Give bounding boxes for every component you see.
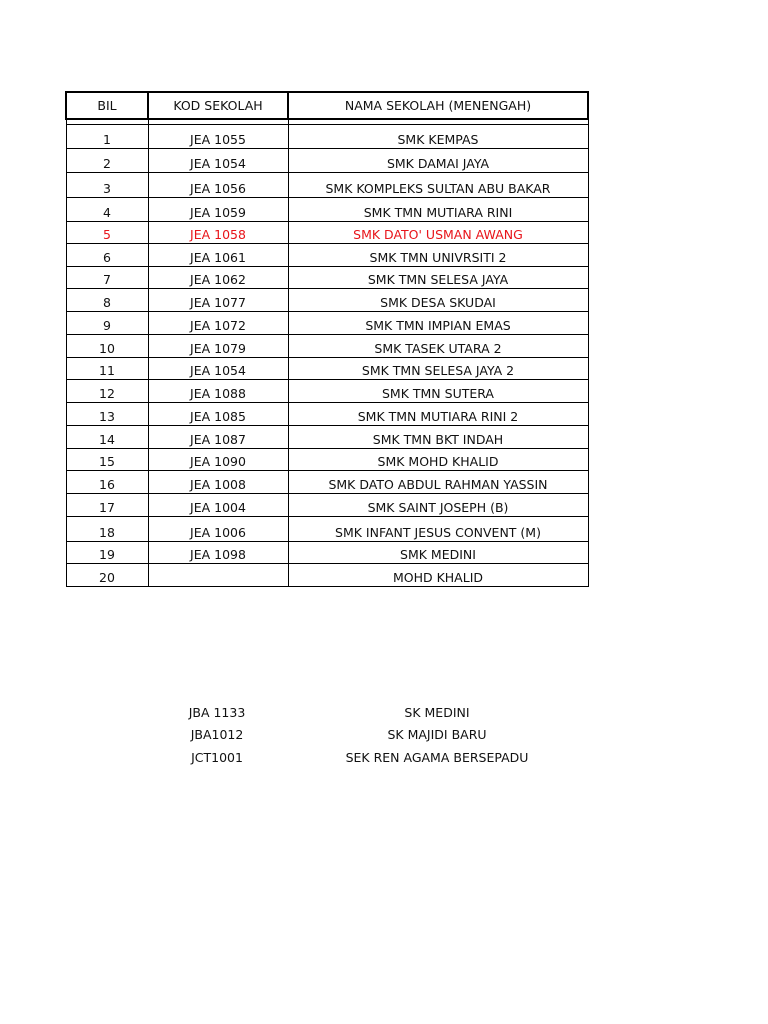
cell-bil: 11 (66, 358, 148, 380)
table-row (66, 471, 588, 494)
cell-nama-sekolah: SMK TMN SELESA JAYA 2 (288, 358, 588, 380)
table-row (66, 267, 588, 289)
table-row (66, 517, 588, 542)
cell-nama-sekolah: SMK TMN IMPIAN EMAS (288, 312, 588, 335)
extra-kod-sekolah: JBA1012 (190, 727, 244, 743)
cell-bil: 9 (66, 312, 148, 335)
cell-bil: 10 (66, 335, 148, 358)
table-row (66, 449, 588, 471)
cell-kod-sekolah: JEA 1008 (148, 471, 288, 494)
cell-nama-sekolah: SMK KEMPAS (288, 125, 588, 149)
cell-bil: 16 (66, 471, 148, 494)
extra-nama-sekolah: SEK REN AGAMA BERSEPADU (345, 749, 529, 765)
cell-kod-sekolah: JEA 1085 (148, 403, 288, 426)
cell-bil: 12 (66, 380, 148, 403)
cell-bil: 1 (66, 125, 148, 149)
cell-bil: 15 (66, 449, 148, 471)
cell-bil: 20 (66, 564, 148, 587)
cell-nama-sekolah: SMK TASEK UTARA 2 (288, 335, 588, 358)
header-nama-sekolah: NAMA SEKOLAH (MENENGAH) (288, 92, 588, 119)
table-row (66, 173, 588, 198)
table-row (66, 149, 588, 173)
table-row (66, 244, 588, 267)
table-body (66, 119, 588, 587)
cell-kod-sekolah: JEA 1090 (148, 449, 288, 471)
cell-kod-sekolah: JEA 1054 (148, 358, 288, 380)
cell-nama-sekolah: SMK TMN SELESA JAYA (288, 267, 588, 289)
cell-kod-sekolah: JEA 1055 (148, 125, 288, 149)
table-row (66, 222, 588, 244)
cell-bil: 8 (66, 289, 148, 312)
table-row (66, 335, 588, 358)
cell-kod-sekolah: JEA 1006 (148, 517, 288, 542)
extra-school-list (147, 701, 587, 769)
cell-bil: 5 (66, 222, 148, 244)
extra-kod-sekolah: JBA 1133 (188, 704, 246, 720)
header-bil: BIL (66, 92, 148, 119)
cell-nama-sekolah: SMK DAMAI JAYA (288, 149, 588, 173)
cell-kod-sekolah: JEA 1058 (148, 222, 288, 244)
school-table (65, 91, 589, 587)
cell-bil: 6 (66, 244, 148, 267)
cell-kod-sekolah: JEA 1062 (148, 267, 288, 289)
table-row (66, 289, 588, 312)
cell-nama-sekolah: MOHD KHALID (288, 564, 588, 587)
cell-nama-sekolah: SMK TMN SUTERA (288, 380, 588, 403)
cell-kod-sekolah: JEA 1087 (148, 426, 288, 449)
cell-bil: 2 (66, 149, 148, 173)
cell-kod-sekolah: JEA 1098 (148, 542, 288, 564)
extra-nama-sekolah: SK MAJIDI BARU (387, 727, 487, 743)
cell-nama-sekolah: SMK TMN MUTIARA RINI (288, 198, 588, 222)
list-item (147, 701, 587, 724)
table-header-row (66, 92, 588, 119)
list-item (147, 724, 587, 747)
cell-bil: 14 (66, 426, 148, 449)
table-row (66, 403, 588, 426)
cell-kod-sekolah: JEA 1077 (148, 289, 288, 312)
extra-kod-sekolah: JCT1001 (191, 749, 243, 765)
table-row (66, 426, 588, 449)
cell-nama-sekolah: SMK KOMPLEKS SULTAN ABU BAKAR (288, 173, 588, 198)
table-row (66, 198, 588, 222)
table-row (66, 125, 588, 149)
cell-kod-sekolah: JEA 1088 (148, 380, 288, 403)
table-row (66, 312, 588, 335)
header-kod-sekolah: KOD SEKOLAH (148, 92, 288, 119)
cell-nama-sekolah: SMK INFANT JESUS CONVENT (M) (288, 517, 588, 542)
cell-kod-sekolah: JEA 1056 (148, 173, 288, 198)
table-row (66, 542, 588, 564)
cell-bil: 18 (66, 517, 148, 542)
cell-nama-sekolah: SMK TMN BKT INDAH (288, 426, 588, 449)
cell-kod-sekolah: JEA 1004 (148, 494, 288, 517)
cell-nama-sekolah: SMK DATO' USMAN AWANG (288, 222, 588, 244)
cell-nama-sekolah: SMK TMN MUTIARA RINI 2 (288, 403, 588, 426)
cell-nama-sekolah: SMK DESA SKUDAI (288, 289, 588, 312)
cell-nama-sekolah: SMK MOHD KHALID (288, 449, 588, 471)
cell-kod-sekolah (148, 564, 288, 587)
table-row (66, 494, 588, 517)
cell-nama-sekolah: SMK TMN UNIVRSITI 2 (288, 244, 588, 267)
cell-bil: 17 (66, 494, 148, 517)
table-row (66, 358, 588, 380)
table-row (66, 380, 588, 403)
cell-bil: 7 (66, 267, 148, 289)
cell-bil: 13 (66, 403, 148, 426)
cell-bil: 19 (66, 542, 148, 564)
list-item (147, 746, 587, 769)
cell-nama-sekolah: SMK SAINT JOSEPH (B) (288, 494, 588, 517)
cell-kod-sekolah: JEA 1072 (148, 312, 288, 335)
cell-bil: 3 (66, 173, 148, 198)
cell-kod-sekolah: JEA 1079 (148, 335, 288, 358)
extra-nama-sekolah: SK MEDINI (404, 704, 470, 720)
cell-kod-sekolah: JEA 1061 (148, 244, 288, 267)
cell-kod-sekolah: JEA 1059 (148, 198, 288, 222)
table-row (66, 564, 588, 587)
cell-bil: 4 (66, 198, 148, 222)
cell-nama-sekolah: SMK MEDINI (288, 542, 588, 564)
cell-nama-sekolah: SMK DATO ABDUL RAHMAN YASSIN (288, 471, 588, 494)
cell-kod-sekolah: JEA 1054 (148, 149, 288, 173)
